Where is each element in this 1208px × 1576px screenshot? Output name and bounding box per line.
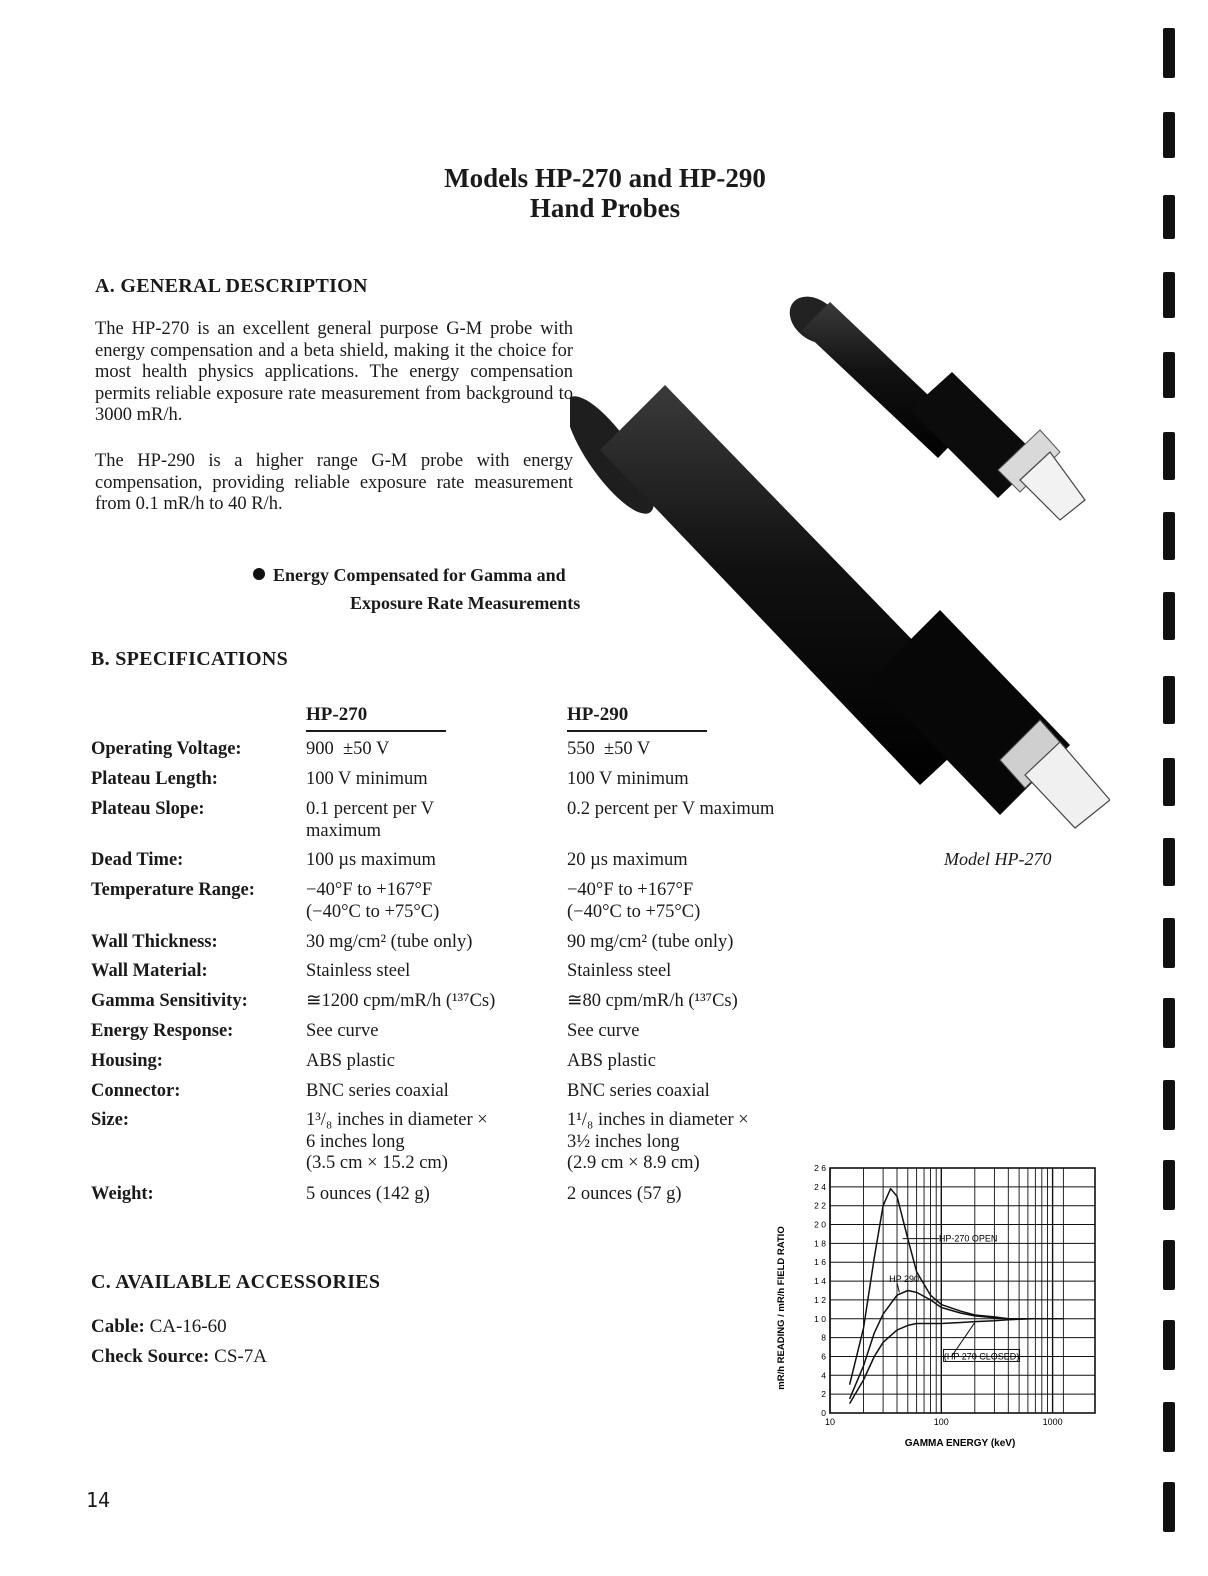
binding-mark — [1163, 1482, 1175, 1532]
spec-label: Gamma Sensitivity: — [91, 991, 248, 1011]
check-source-value: CS-7A — [214, 1346, 267, 1367]
chart-y-tick-label: 1 2 — [814, 1294, 826, 1305]
spec-label: Dead Time: — [91, 850, 184, 870]
spec-value-hp270: 900 ±50 V — [306, 739, 390, 759]
binding-mark — [1163, 1320, 1175, 1370]
spec-value-hp290: 20 µs maximum — [567, 850, 688, 870]
spec-value-hp290: ≅80 cpm/mR/h (¹³⁷Cs) — [567, 991, 738, 1011]
spec-value-hp290: 550 ±50 V — [567, 739, 651, 759]
spec-value-hp270: 30 mg/cm² (tube only) — [306, 932, 473, 952]
page-number: 14 — [86, 1488, 111, 1512]
binding-mark — [1163, 838, 1175, 886]
binding-mark — [1163, 432, 1175, 480]
binding-mark — [1163, 512, 1175, 560]
description-paragraph-1: The HP-270 is an excellent general purpose G-M probe with energy compensation and a beta shield, making it the choice for most health physics applications. The energy compensation permits reliable exposure rate measurement from background to 3000 mR/h. — [95, 319, 573, 425]
section-c-heading: C. AVAILABLE ACCESSORIES — [91, 1271, 381, 1293]
cable-label: Cable: — [91, 1316, 145, 1337]
bullet-dot-icon — [253, 568, 265, 580]
spec-value-hp290: 100 V minimum — [567, 769, 689, 789]
spec-value-hp290: −40°F to +167°F (−40°C to +75°C) — [567, 880, 701, 922]
binding-mark — [1163, 352, 1175, 398]
cable-value: CA-16-60 — [149, 1316, 227, 1337]
binding-mark — [1163, 1402, 1175, 1452]
binding-mark — [1163, 195, 1175, 239]
chart-y-tick-label: 2 0 — [814, 1219, 826, 1230]
spec-label: Operating Voltage: — [91, 739, 242, 759]
spec-value-hp270: −40°F to +167°F (−40°C to +75°C) — [306, 880, 440, 922]
spec-label: Connector: — [91, 1081, 181, 1101]
chart-series-label: (HP 270 CLOSED) — [943, 1351, 1020, 1362]
spec-value-hp270: BNC series coaxial — [306, 1081, 449, 1101]
binding-mark — [1163, 112, 1175, 158]
spec-value-hp270: Stainless steel — [306, 961, 411, 981]
spec-value-hp290: Stainless steel — [567, 961, 672, 981]
spec-value-hp270: 100 V minimum — [306, 769, 428, 789]
spec-label: Plateau Length: — [91, 769, 218, 789]
chart-y-tick-label: 2 6 — [814, 1163, 826, 1173]
small-probe-shape — [781, 287, 1085, 520]
chart-y-tick-label: 8 — [821, 1332, 826, 1343]
feature-bullet — [253, 561, 566, 589]
section-b-heading: B. SPECIFICATIONS — [91, 648, 288, 670]
chart-y-tick-label: 1 6 — [814, 1257, 826, 1268]
chart-ticks — [814, 1163, 1062, 1427]
binding-mark — [1163, 918, 1175, 968]
check-source-label: Check Source: — [91, 1346, 210, 1367]
chart-labels — [889, 1234, 1019, 1362]
chart-y-tick-label: 1 0 — [814, 1313, 826, 1324]
spec-value-hp270: 0.1 percent per V maximum — [306, 799, 435, 841]
binding-mark — [1163, 272, 1175, 318]
spec-value-hp290: ABS plastic — [567, 1051, 656, 1071]
chart-x-axis-label: GAMMA ENERGY (keV) — [904, 1438, 1016, 1449]
figure-caption: Model HP-270 — [944, 849, 1052, 869]
spec-label: Housing: — [91, 1051, 163, 1071]
binding-mark — [1163, 998, 1175, 1048]
spec-label: Temperature Range: — [91, 880, 255, 900]
binding-mark — [1163, 28, 1175, 78]
spec-label: Weight: — [91, 1184, 154, 1204]
spec-label: Wall Material: — [91, 961, 208, 981]
spec-value-hp290: BNC series coaxial — [567, 1081, 710, 1101]
spec-value-hp270: See curve — [306, 1021, 379, 1041]
title-line-1: Models HP-270 and HP-290 — [444, 163, 766, 193]
energy-response-chart — [770, 1160, 1110, 1460]
spec-label: Energy Response: — [91, 1021, 234, 1041]
spec-value-hp290: See curve — [567, 1021, 640, 1041]
spec-value-hp290: 2 ounces (57 g) — [567, 1184, 682, 1204]
chart-y-tick-label: 1 8 — [814, 1238, 826, 1249]
description-paragraph-2: The HP-290 is a higher range G-M probe with energy compensation, providing reliable exposure rate measurement from 0.1 mR/h to 40 R/h. — [95, 451, 573, 514]
title-line-2: Hand Probes — [529, 193, 681, 223]
binding-mark — [1163, 592, 1175, 640]
chart-series-label: HP-270 OPEN — [938, 1233, 998, 1244]
binding-mark — [1163, 1080, 1175, 1130]
chart-x-tick-label: 10 — [824, 1417, 836, 1427]
chart-label-arrow — [897, 1283, 899, 1292]
spec-value-hp270: 1³/₈ inches in diameter × 6 inches long (3.5 cm × 15.2 cm) — [306, 1110, 488, 1173]
spec-value-hp270: ABS plastic — [306, 1051, 395, 1071]
chart-y-tick-label: 2 — [821, 1389, 826, 1400]
bullet-line-1: Energy Compensated for Gamma and — [273, 565, 566, 585]
column-header-hp290: HP-290 — [567, 704, 707, 732]
accessory-cable — [91, 1316, 227, 1338]
binding-mark — [1163, 1160, 1175, 1210]
spec-label: Plateau Slope: — [91, 799, 205, 819]
chart-y-tick-label: 2 2 — [814, 1200, 826, 1211]
accessory-check-source — [91, 1346, 267, 1368]
binding-mark — [1163, 758, 1175, 806]
chart-x-tick-label: 100 — [933, 1417, 949, 1427]
chart-y-tick-label: 2 4 — [814, 1181, 826, 1192]
chart-series — [850, 1189, 1064, 1404]
bullet-line-2: Exposure Rate Measurements — [350, 593, 581, 613]
chart-x-tick-label: 1000 — [1042, 1417, 1063, 1427]
spec-value-hp270: 5 ounces (142 g) — [306, 1184, 430, 1204]
section-a-heading: A. GENERAL DESCRIPTION — [95, 275, 368, 297]
chart-y-tick-label: 1 4 — [814, 1276, 826, 1287]
spec-value-hp290: 90 mg/cm² (tube only) — [567, 932, 734, 952]
probe-photo — [570, 280, 1110, 840]
binding-mark — [1163, 1240, 1175, 1290]
page-title — [300, 163, 910, 223]
column-header-hp270: HP-270 — [306, 704, 446, 732]
chart-y-tick-label: 6 — [821, 1351, 826, 1362]
chart-y-tick-label: 4 — [821, 1370, 826, 1381]
binding-mark — [1163, 676, 1175, 724]
spec-label: Size: — [91, 1110, 130, 1130]
spec-value-hp270: 100 µs maximum — [306, 850, 436, 870]
chart-y-axis-label: mR/h READING / mR/h FIELD RATIO — [776, 1226, 787, 1390]
spec-value-hp270: ≅1200 cpm/mR/h (¹³⁷Cs) — [306, 991, 496, 1011]
chart-y-tick-label: 0 — [821, 1408, 826, 1418]
spec-value-hp290: 0.2 percent per V maximum — [567, 799, 775, 819]
chart-series-label: HP 290 — [889, 1274, 920, 1285]
spec-value-hp290: 1¹/₈ inches in diameter × 3½ inches long (2.9 cm × 8.9 cm) — [567, 1110, 749, 1173]
spec-label: Wall Thickness: — [91, 932, 218, 952]
